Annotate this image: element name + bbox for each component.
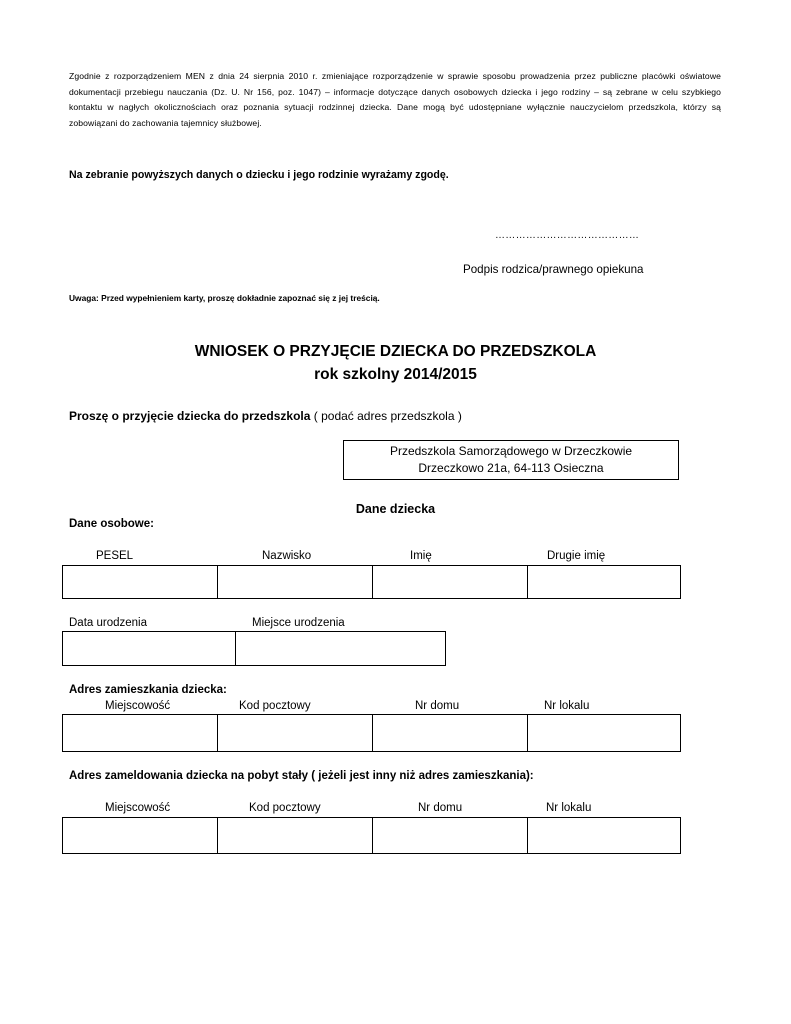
residence-flat-label: Nr lokalu — [544, 700, 590, 712]
residence-city-field[interactable] — [63, 715, 218, 751]
birth-date-field[interactable] — [63, 632, 236, 665]
registration-row — [62, 817, 681, 854]
request-hint: ( podać adres przedszkola ) — [310, 409, 462, 423]
registration-postal-field[interactable] — [218, 818, 373, 853]
residence-flat-field[interactable] — [528, 715, 680, 751]
second-name-field[interactable] — [528, 566, 680, 598]
first-name-label: Imię — [410, 550, 432, 562]
surname-field[interactable] — [218, 566, 373, 598]
residence-postal-label: Kod pocztowy — [239, 700, 311, 712]
residence-postal-field[interactable] — [218, 715, 373, 751]
registration-city-field[interactable] — [63, 818, 218, 853]
signature-label: Podpis rodzica/prawnego opiekuna — [463, 263, 644, 276]
section-title: Dane dziecka — [355, 502, 436, 516]
second-name-label: Drugie imię — [547, 550, 606, 562]
personal-data-heading: Dane osobowe: — [69, 518, 154, 530]
form-title: WNIOSEK O PRZYJĘCIE DZIECKA DO PRZEDSZKOLA — [194, 343, 597, 360]
request-line — [69, 409, 462, 423]
registration-heading: Adres zameldowania dziecka na pobyt stały ( jeżeli jest inny niż adres zamieszkania): — [69, 770, 534, 782]
birth-place-label: Miejsce urodzenia — [252, 617, 345, 629]
request-text: Proszę o przyjęcie dziecka do przedszkola — [69, 409, 311, 423]
preschool-name: Przedszkola Samorządowego w Drzeczkowie — [389, 444, 633, 458]
signature-line[interactable]: …………………………………… — [495, 230, 640, 241]
school-year: rok szkolny 2014/2015 — [314, 366, 477, 383]
surname-label: Nazwisko — [262, 550, 312, 562]
residence-heading: Adres zamieszkania dziecka: — [69, 684, 227, 696]
residence-row — [62, 714, 681, 752]
birth-place-field[interactable] — [236, 632, 445, 665]
registration-flat-label: Nr lokalu — [546, 802, 592, 814]
personal-data-row — [62, 565, 681, 599]
registration-house-field[interactable] — [373, 818, 528, 853]
data-protection-notice: Zgodnie z rozporządzeniem MEN z dnia 24 sierpnia 2010 r. zmieniające rozporządzenie w sprawie sposobu prowadzenia przez publiczne placówki oświatowe dokumentacji przebiegu nauczania (Dz. U. Nr 156, poz. 1047) – informacje dotyczące danych osobowych dziecka i jego rodziny – są zebrane w celu szybkiego kontaktu w nagłych okolicznościach oraz poznania sytuacji rodzinnej dziecka. Dane mogą być udostępniane wyłącznie nauczycielom przedszkola, którzy są zobowiązani do zachowania tajemnicy służbowej. — [69, 71, 721, 128]
pesel-field[interactable] — [63, 566, 218, 598]
residence-house-label: Nr domu — [415, 700, 460, 712]
birth-data-row — [62, 631, 446, 666]
pesel-label: PESEL — [96, 550, 134, 562]
registration-postal-label: Kod pocztowy — [249, 802, 321, 814]
residence-house-field[interactable] — [373, 715, 528, 751]
warning-note: Uwaga: Przed wypełnieniem karty, proszę dokładnie zapoznać się z jej treścią. — [69, 293, 380, 303]
consent-statement: Na zebranie powyższych danych o dziecku i jego rodzinie wyrażamy zgodę. — [69, 169, 449, 181]
registration-house-label: Nr domu — [418, 802, 463, 814]
registration-city-label: Miejscowość — [105, 802, 171, 814]
registration-flat-field[interactable] — [528, 818, 680, 853]
preschool-street: Drzeczkowo 21a, 64-113 Osieczna — [418, 461, 604, 475]
residence-city-label: Miejscowość — [105, 700, 171, 712]
first-name-field[interactable] — [373, 566, 528, 598]
birth-date-label: Data urodzenia — [69, 617, 147, 629]
preschool-address-box[interactable] — [343, 440, 679, 480]
